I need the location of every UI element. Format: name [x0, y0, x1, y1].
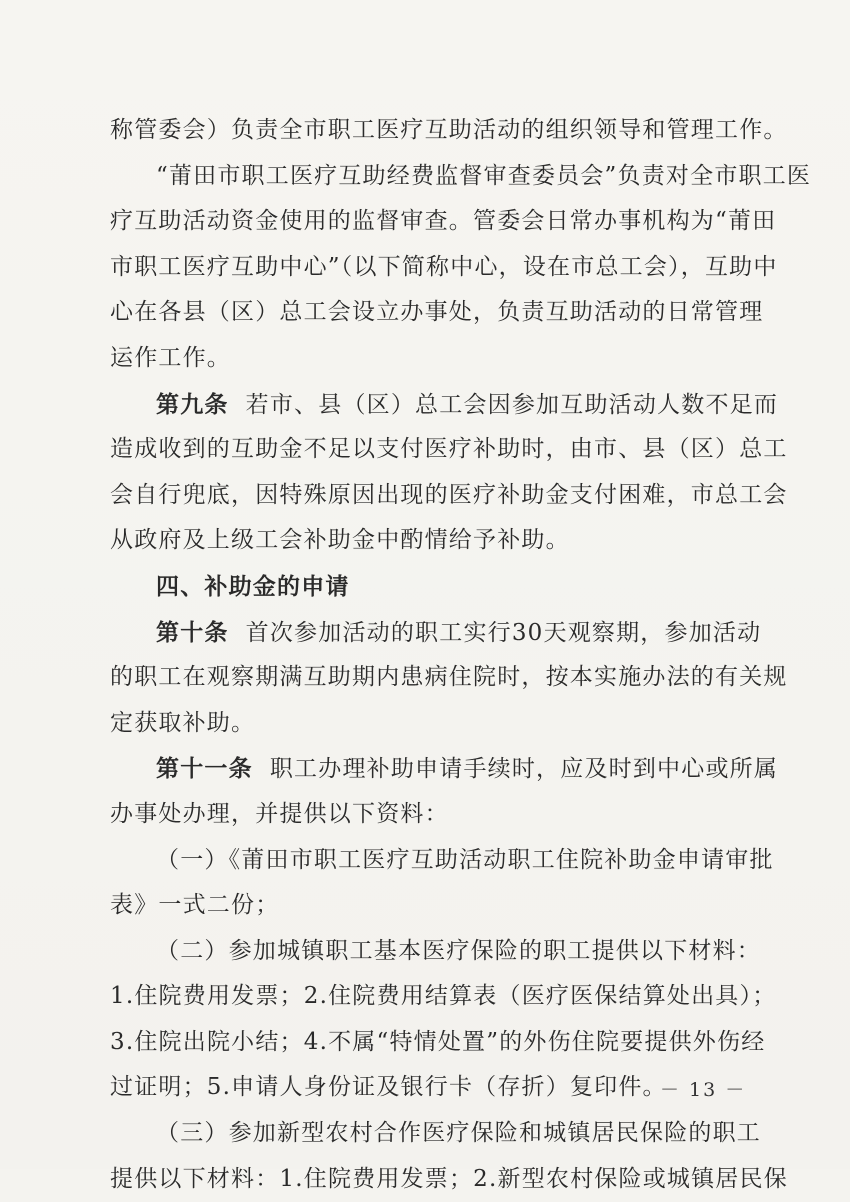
article-line	[110, 382, 779, 428]
text-line: （三）参加新型农村合作医疗保险和城镇居民保险的职工	[156, 1120, 761, 1147]
text-line: 市职工医疗互助中心”（以下简称中心，设在市总工会），互助中	[110, 253, 778, 280]
article-heading: 第十条	[156, 618, 229, 646]
article-heading: 第九条	[156, 390, 229, 418]
text-line: 称管委会）负责全市职工医疗互助活动的组织领导和管理工作。	[110, 117, 788, 143]
text-line: 从政府及上级工会补助金中酌情给予补助。	[110, 527, 570, 554]
text-line: 运作工作。	[110, 344, 231, 371]
text-line: （一）《莆田市职工医疗互助活动职工住院补助金申请审批	[156, 846, 774, 873]
text-span: 首次参加活动的职工实行30天观察期，参加活动	[245, 619, 762, 646]
text-line: 造成收到的互助金不足以支付医疗补助时，由市、县（区）总工	[110, 436, 788, 463]
text-line: （二）参加城镇职工基本医疗保险的职工提供以下材料：	[156, 937, 761, 964]
text-line: 表》一式二份；	[110, 892, 280, 919]
text-line: 疗互助活动资金使用的监督审查。管委会日常办事机构为“莆田	[110, 208, 777, 235]
text-line: 定获取补助。	[110, 709, 256, 736]
text-line: 办事处办理，并提供以下资料：	[110, 800, 449, 827]
article-line	[110, 610, 762, 656]
article-heading: 第十一条	[156, 755, 253, 783]
text-line: 会自行兜底，因特殊原因出现的医疗补助金支付困难，市总工会	[110, 481, 788, 508]
text-line: 过证明；5.申请人身份证及银行卡（存折）复印件。	[110, 1074, 667, 1101]
section-heading: 四、补助金的申请	[156, 572, 350, 600]
text-span: 若市、县（区）总工会因参加互助活动人数不足而	[245, 391, 779, 418]
article-line	[110, 746, 779, 792]
text-line: 提供以下材料：1.住院费用发票；2.新型农村保险或城镇居民保	[110, 1165, 788, 1192]
text-line: 心在各县（区）总工会设立办事处，负责互助活动的日常管理	[110, 299, 764, 326]
text-line: 1.住院费用发票；2.住院费用结算表（医疗医保结算处出具）；	[110, 983, 777, 1010]
text-line: 的职工在观察期满互助期内患病住院时，按本实施办法的有关规	[110, 664, 788, 691]
text-line: “莆田市职工医疗互助经费监督审查委员会”负责对全市职工医	[156, 162, 812, 189]
document-body	[110, 108, 812, 1202]
text-span: 职工办理补助申请手续时，应及时到中心或所属	[269, 756, 779, 783]
text-line: 3.住院出院小结；4.不属“特情处置”的外伤住院要提供外伤经	[110, 1028, 766, 1055]
page-number: － 13 －	[660, 1079, 747, 1101]
